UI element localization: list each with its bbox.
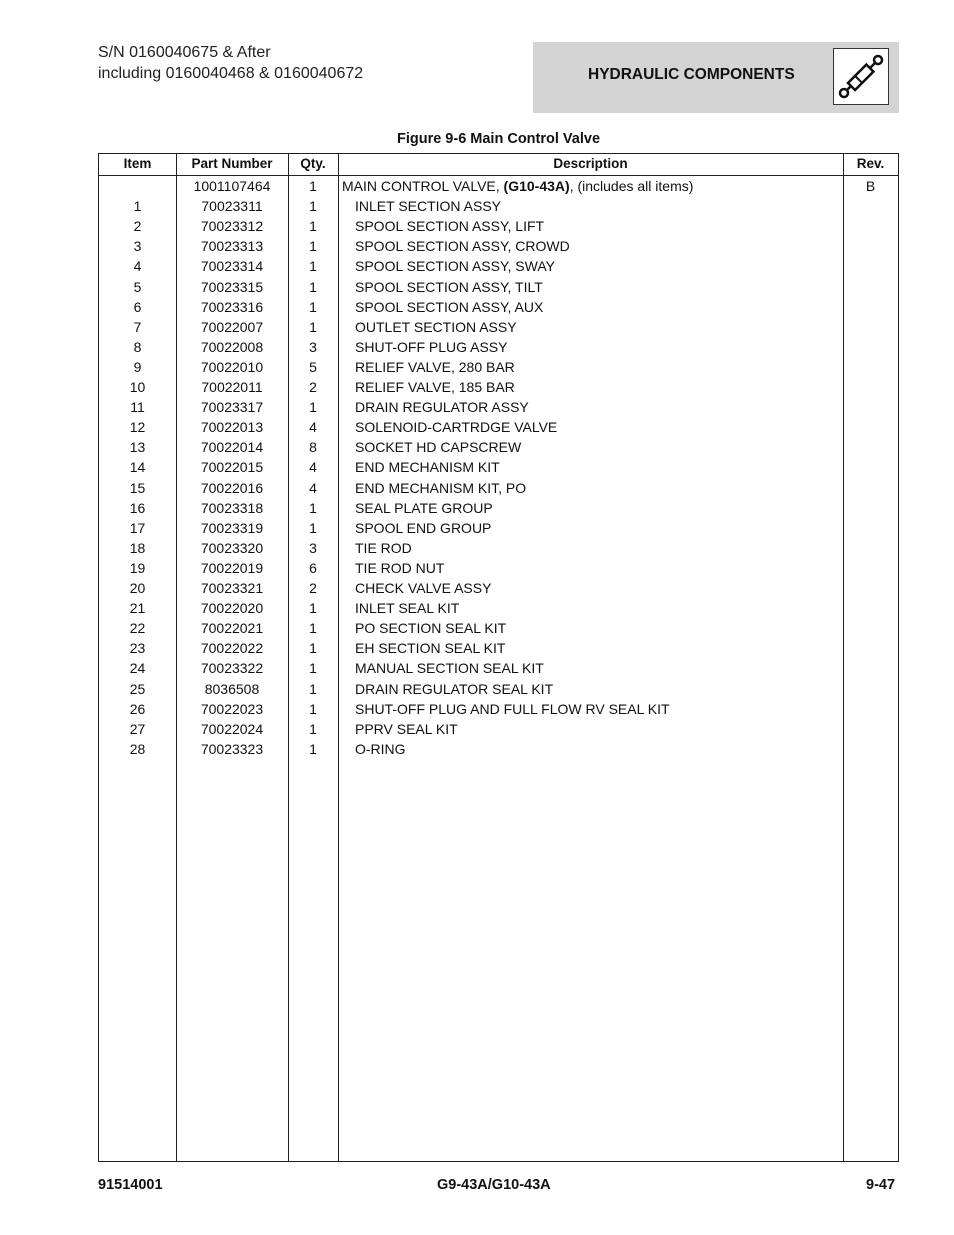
part-number-cell: 70022015: [200, 459, 264, 476]
description-cell: EH SECTION SEAL KIT: [355, 640, 506, 657]
qty-cell: 2: [309, 379, 317, 395]
column-header-item: Item: [123, 156, 152, 171]
model-code: (G10-43A): [503, 178, 570, 194]
column-header-description: Description: [553, 156, 628, 171]
table-row: [99, 437, 898, 457]
part-number-cell: 70023319: [200, 519, 264, 536]
serial-number-note: [98, 42, 363, 84]
rev-cell: [843, 578, 898, 598]
item-cell: 15: [129, 479, 146, 496]
description-cell: SEAL PLATE GROUP: [355, 499, 493, 516]
qty-cell: 1: [309, 218, 317, 235]
qty-cell: 1: [309, 640, 317, 657]
item-cell: 7: [133, 318, 142, 335]
qty-cell: 1: [309, 258, 317, 275]
table-row: [99, 518, 898, 538]
part-number-cell: 70022021: [200, 620, 264, 637]
description-cell: INLET SEAL KIT: [355, 600, 460, 617]
qty-cell: 1: [309, 178, 317, 194]
table-row: [99, 679, 898, 699]
table-row: [99, 538, 898, 558]
rev-cell: [843, 277, 898, 297]
description-cell: TIE ROD NUT: [355, 559, 445, 576]
qty-cell: 1: [309, 238, 317, 255]
part-number-cell: 70022022: [200, 640, 264, 657]
item-cell: 4: [133, 258, 142, 275]
rev-cell: [843, 317, 898, 337]
description-cell: SPOOL SECTION ASSY, LIFT: [355, 218, 545, 235]
description-cell: SOLENOID-CARTRDGE VALVE: [355, 419, 558, 436]
table-row: [99, 277, 898, 297]
qty-cell: 1: [309, 700, 317, 717]
table-row: [99, 618, 898, 638]
item-cell: 12: [129, 419, 146, 436]
qty-cell: 8: [309, 439, 317, 456]
item-cell: 22: [129, 620, 146, 637]
part-number-cell: 70023317: [200, 399, 264, 416]
table-row: [99, 317, 898, 337]
qty-cell: 4: [309, 459, 317, 476]
rev-cell: [843, 377, 898, 397]
part-number-cell: 70023312: [200, 218, 264, 235]
item-cell: 13: [129, 439, 146, 456]
rev-cell: [843, 478, 898, 498]
qty-cell: 4: [309, 479, 317, 496]
column-header-qty: Qty.: [300, 156, 326, 171]
description-cell: OUTLET SECTION ASSY: [355, 318, 517, 335]
table-row: [99, 699, 898, 719]
table-row: [99, 498, 898, 518]
hydraulic-cylinder-icon: [833, 48, 889, 105]
table-row: [99, 739, 898, 759]
item-cell: 26: [129, 700, 146, 717]
qty-cell: 1: [309, 740, 317, 757]
item-cell: 10: [129, 379, 146, 395]
item-cell: 6: [133, 298, 142, 315]
table-row: [99, 719, 898, 739]
part-number-cell: 70023323: [200, 740, 264, 757]
description-cell: DRAIN REGULATOR ASSY: [355, 399, 529, 416]
description-cell: [342, 176, 693, 196]
part-number-cell: 70022013: [200, 419, 264, 436]
qty-cell: 2: [309, 580, 317, 596]
rev-cell: [843, 638, 898, 658]
part-number-cell: 70022011: [201, 379, 263, 395]
rev-cell: [843, 437, 898, 457]
description-cell: END MECHANISM KIT: [355, 459, 500, 476]
qty-cell: 1: [309, 499, 317, 516]
footer-model: G9-43A/G10-43A: [437, 1177, 551, 1193]
rev-cell: [843, 196, 898, 216]
rev-cell: [843, 337, 898, 357]
column-header-part-number: Part Number: [191, 156, 273, 171]
item-cell: 14: [129, 459, 146, 476]
part-number-cell: 70022014: [200, 439, 264, 456]
description-note: , (includes all items): [569, 178, 694, 194]
parts-table: [98, 153, 899, 1162]
rev-cell: [843, 417, 898, 437]
item-cell: 18: [129, 539, 146, 556]
item-cell: 27: [129, 720, 146, 737]
description-cell: SPOOL SECTION ASSY, SWAY: [355, 258, 555, 275]
rev-cell: [843, 236, 898, 256]
part-number-cell: 70022020: [200, 600, 264, 617]
rev-cell: [843, 518, 898, 538]
description-cell: SPOOL SECTION ASSY, CROWD: [355, 238, 570, 255]
table-row: [99, 457, 898, 477]
item-cell: 28: [129, 740, 146, 757]
description-cell: RELIEF VALVE, 280 BAR: [355, 358, 515, 375]
part-number-cell: 70023320: [200, 539, 264, 556]
part-number-cell: 70023313: [200, 238, 264, 255]
item-cell: 20: [129, 580, 146, 596]
part-number-cell: 70022016: [200, 479, 264, 496]
qty-cell: 1: [309, 399, 317, 416]
item-cell: 2: [133, 218, 142, 235]
table-row: [99, 176, 898, 196]
rev-cell: [843, 598, 898, 618]
serial-line-2: including 0160040468 & 0160040672: [98, 65, 364, 82]
description-cell: TIE ROD: [355, 539, 412, 556]
qty-cell: 1: [309, 519, 317, 536]
item-cell: 11: [130, 399, 145, 416]
qty-cell: 3: [309, 539, 317, 556]
table-row: [99, 337, 898, 357]
rev-cell: [843, 679, 898, 699]
part-number-cell: 8036508: [204, 680, 260, 697]
table-row: [99, 297, 898, 317]
rev-cell: [843, 719, 898, 739]
rev-cell: [843, 216, 898, 236]
description-cell: INLET SECTION ASSY: [355, 198, 502, 215]
rev-cell: [843, 397, 898, 417]
table-row: [99, 558, 898, 578]
rev-cell: [843, 297, 898, 317]
description-cell: O-RING: [355, 740, 406, 757]
rev-cell: [843, 538, 898, 558]
part-number-cell: 70023318: [200, 499, 264, 516]
rev-cell: [843, 256, 898, 276]
qty-cell: 1: [309, 620, 317, 637]
qty-cell: 3: [309, 338, 317, 355]
section-header-box: [533, 42, 899, 113]
description-cell: MANUAL SECTION SEAL KIT: [355, 660, 544, 677]
rev-cell: [843, 357, 898, 377]
description-cell: SHUT-OFF PLUG ASSY: [355, 338, 508, 355]
item-cell: 5: [133, 278, 142, 295]
part-number-cell: 70023311: [201, 198, 263, 215]
rev-cell: [843, 739, 898, 759]
qty-cell: 1: [309, 298, 317, 315]
rev-cell: B: [865, 178, 876, 194]
table-row: [99, 377, 898, 397]
description-cell: PO SECTION SEAL KIT: [355, 620, 507, 637]
section-title: HYDRAULIC COMPONENTS: [588, 66, 795, 83]
part-number-cell: 70023316: [200, 298, 264, 315]
item-cell: 21: [129, 600, 146, 617]
table-row: [99, 478, 898, 498]
qty-cell: 1: [309, 720, 317, 737]
table-row: [99, 216, 898, 236]
item-cell: 9: [133, 358, 142, 375]
rev-cell: [843, 498, 898, 518]
rev-cell: [843, 658, 898, 678]
item-cell: 16: [129, 499, 146, 516]
item-cell: 1: [133, 198, 142, 215]
table-row: [99, 417, 898, 437]
part-number-cell: 70023314: [200, 258, 264, 275]
part-number-cell: 70023315: [200, 278, 264, 295]
serial-line-1: S/N 0160040675 & After: [98, 44, 271, 61]
rev-cell: [843, 618, 898, 638]
part-number-cell: 70023322: [200, 660, 264, 677]
part-number-cell: 70022010: [200, 358, 264, 375]
description-text: MAIN CONTROL VALVE,: [342, 178, 504, 194]
qty-cell: 1: [309, 680, 317, 697]
table-row: [99, 658, 898, 678]
qty-cell: 4: [309, 419, 317, 436]
qty-cell: 1: [309, 278, 317, 295]
table-row: [99, 598, 898, 618]
rev-cell: [843, 558, 898, 578]
footer-doc-number: 91514001: [98, 1177, 163, 1193]
part-number-cell: 70022024: [200, 720, 264, 737]
description-cell: END MECHANISM KIT, PO: [355, 479, 527, 496]
item-cell: 8: [133, 338, 142, 355]
description-cell: RELIEF VALVE, 185 BAR: [355, 379, 515, 395]
table-row: [99, 196, 898, 216]
description-cell: CHECK VALVE ASSY: [355, 580, 492, 596]
qty-cell: 1: [309, 198, 317, 215]
description-cell: PPRV SEAL KIT: [355, 720, 458, 737]
item-cell: [99, 176, 176, 196]
qty-cell: 6: [309, 559, 317, 576]
rev-cell: [843, 699, 898, 719]
part-number-cell: 70022008: [200, 338, 264, 355]
figure-title: Figure 9-6 Main Control Valve: [396, 131, 601, 147]
table-row: [99, 638, 898, 658]
table-row: [99, 578, 898, 598]
item-cell: 24: [129, 660, 146, 677]
part-number-cell: 70022007: [200, 318, 264, 335]
qty-cell: 1: [309, 660, 317, 677]
table-row: [99, 397, 898, 417]
part-number-cell: 70023321: [200, 580, 264, 596]
qty-cell: 1: [309, 318, 317, 335]
description-cell: SOCKET HD CAPSCREW: [355, 439, 522, 456]
description-cell: SPOOL SECTION ASSY, AUX: [355, 298, 544, 315]
item-cell: 17: [129, 519, 146, 536]
part-number-cell: 1001107464: [193, 178, 271, 194]
qty-cell: 5: [309, 358, 317, 375]
description-cell: DRAIN REGULATOR SEAL KIT: [355, 680, 554, 697]
description-cell: SHUT-OFF PLUG AND FULL FLOW RV SEAL KIT: [355, 700, 670, 717]
part-number-cell: 70022023: [200, 700, 264, 717]
rev-cell: [843, 457, 898, 477]
table-row: [99, 357, 898, 377]
footer-page-number: 9-47: [866, 1177, 896, 1193]
item-cell: 3: [133, 238, 142, 255]
item-cell: 19: [129, 559, 146, 576]
item-cell: 25: [129, 680, 146, 697]
description-cell: SPOOL END GROUP: [355, 519, 492, 536]
qty-cell: 1: [309, 600, 317, 617]
part-number-cell: 70022019: [200, 559, 264, 576]
table-row: [99, 256, 898, 276]
item-cell: 23: [129, 640, 146, 657]
table-row: [99, 236, 898, 256]
description-cell: SPOOL SECTION ASSY, TILT: [355, 278, 543, 295]
column-header-rev: Rev.: [856, 156, 885, 171]
